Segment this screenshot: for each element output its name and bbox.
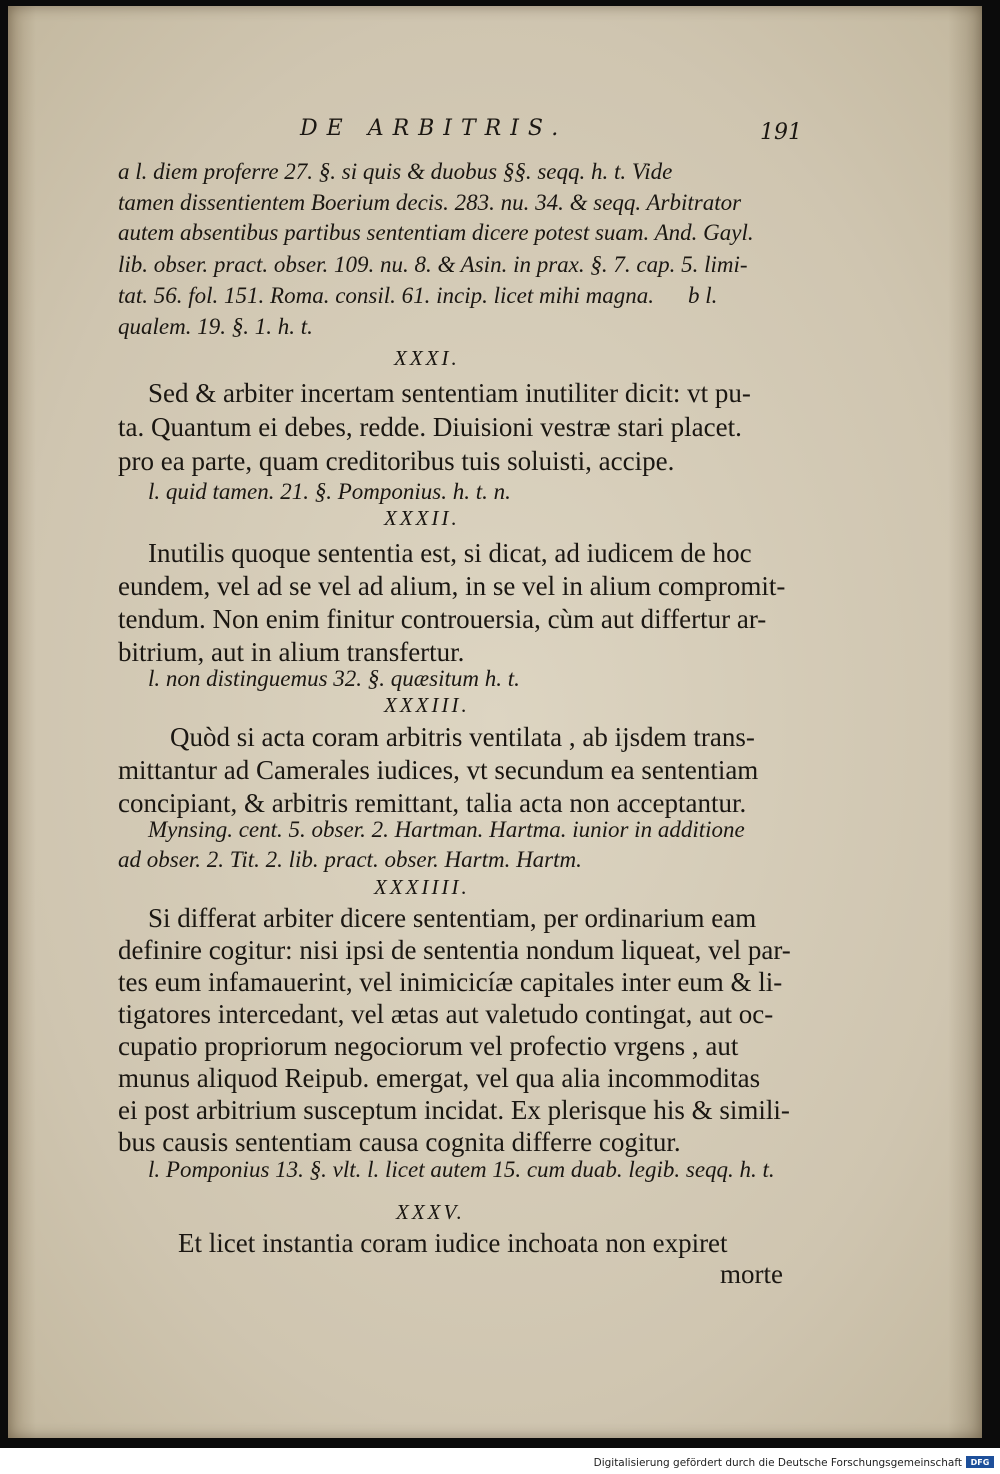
note-line: tat. 56. fol. 151. Roma. consil. 61. incip. licet mihi magna. xyxy=(118,283,654,308)
body-line: Sed & arbiter incertam sententiam inutiliter dicit: vt pu- xyxy=(148,378,751,408)
body-line: Et licet instantia coram iudice inchoata non expiret xyxy=(178,1228,728,1258)
body-line: eundem, vel ad se vel ad alium, in se vel in alium compromit- xyxy=(118,571,786,601)
citation-line: l. quid tamen. 21. §. Pomponius. h. t. n. xyxy=(148,479,511,504)
dfg-logo: DFG xyxy=(966,1456,994,1468)
body-line: ta. Quantum ei debes, redde. Diuisioni vestræ stari placet. xyxy=(118,412,742,442)
section-number: XXXI. xyxy=(394,346,460,370)
note-line: b l. xyxy=(688,283,718,308)
body-line: ei post arbitrium susceptum incidat. Ex plerisque his & simili- xyxy=(118,1095,790,1125)
body-line: pro ea parte, quam creditoribus tuis soluisti, accipe. xyxy=(118,446,675,476)
body-line: bus causis sententiam causa cognita differre cogitur. xyxy=(118,1127,681,1157)
citation-line: l. non distinguemus 32. §. quæsitum h. t. xyxy=(148,666,520,691)
section-number: XXXIII. xyxy=(384,693,470,717)
body-line: tendum. Non enim finitur controuersia, cùm aut differtur ar- xyxy=(118,604,767,634)
note-line: a l. diem proferre 27. §. si quis & duobus §§. seqq. h. t. Vide xyxy=(118,159,673,184)
catchword: morte xyxy=(720,1259,783,1289)
citation-line: Mynsing. cent. 5. obser. 2. Hartman. Hartma. iunior in additione xyxy=(148,817,745,842)
page-number: 191 xyxy=(760,120,802,145)
body-line: bitrium, aut in alium transfertur. xyxy=(118,637,465,667)
note-line: lib. obser. pract. obser. 109. nu. 8. & Asin. in prax. §. 7. cap. 5. limi- xyxy=(118,252,748,277)
note-line: tamen dissentientem Boerium decis. 283. nu. 34. & seqq. Arbitrator xyxy=(118,190,742,215)
note-line: autem absentibus partibus sententiam dicere potest suam. And. Gayl. xyxy=(118,220,754,245)
citation-line: l. Pomponius 13. §. vlt. l. licet autem 15. cum duab. legib. seqq. h. t. xyxy=(148,1157,775,1182)
body-line: cupatio propriorum negociorum vel profectio vrgens , aut xyxy=(118,1031,739,1061)
body-line: definire cogitur: nisi ipsi de sententia nondum liqueat, vel par- xyxy=(118,935,791,965)
body-line: Si differat arbiter dicere sententiam, per ordinarium eam xyxy=(148,903,757,933)
body-line: Quòd si acta coram arbitris ventilata , ab ijsdem trans- xyxy=(170,722,755,752)
citation-line: ad obser. 2. Tit. 2. lib. pract. obser. Hartm. Hartm. xyxy=(118,847,582,872)
body-line: Inutilis quoque sententia est, si dicat, ad iudicem de hoc xyxy=(148,538,752,568)
running-title: DE ARBITRIS. xyxy=(300,116,568,141)
body-line: tes eum infamauerint, vel inimicicíæ capitales inter eum & li- xyxy=(118,967,783,997)
footer-credit: Digitalisierung gefördert durch die Deutsche Forschungsgemeinschaft xyxy=(593,1457,962,1469)
section-number: XXXIIII. xyxy=(374,875,470,899)
footer-bar xyxy=(0,1448,1000,1474)
note-line: qualem. 19. §. 1. h. t. xyxy=(118,314,313,339)
body-line: concipiant, & arbitris remittant, talia acta non acceptantur. xyxy=(118,788,747,818)
body-line: mittantur ad Camerales iudices, vt secundum ea sententiam xyxy=(118,755,759,785)
section-number: XXXV. xyxy=(396,1200,465,1224)
section-number: XXXII. xyxy=(384,506,460,530)
book-page xyxy=(8,6,982,1438)
body-line: tigatores intercedant, vel ætas aut valetudo contingat, aut oc- xyxy=(118,999,774,1029)
body-line: munus aliquod Reipub. emergat, vel qua alia incommoditas xyxy=(118,1063,761,1093)
